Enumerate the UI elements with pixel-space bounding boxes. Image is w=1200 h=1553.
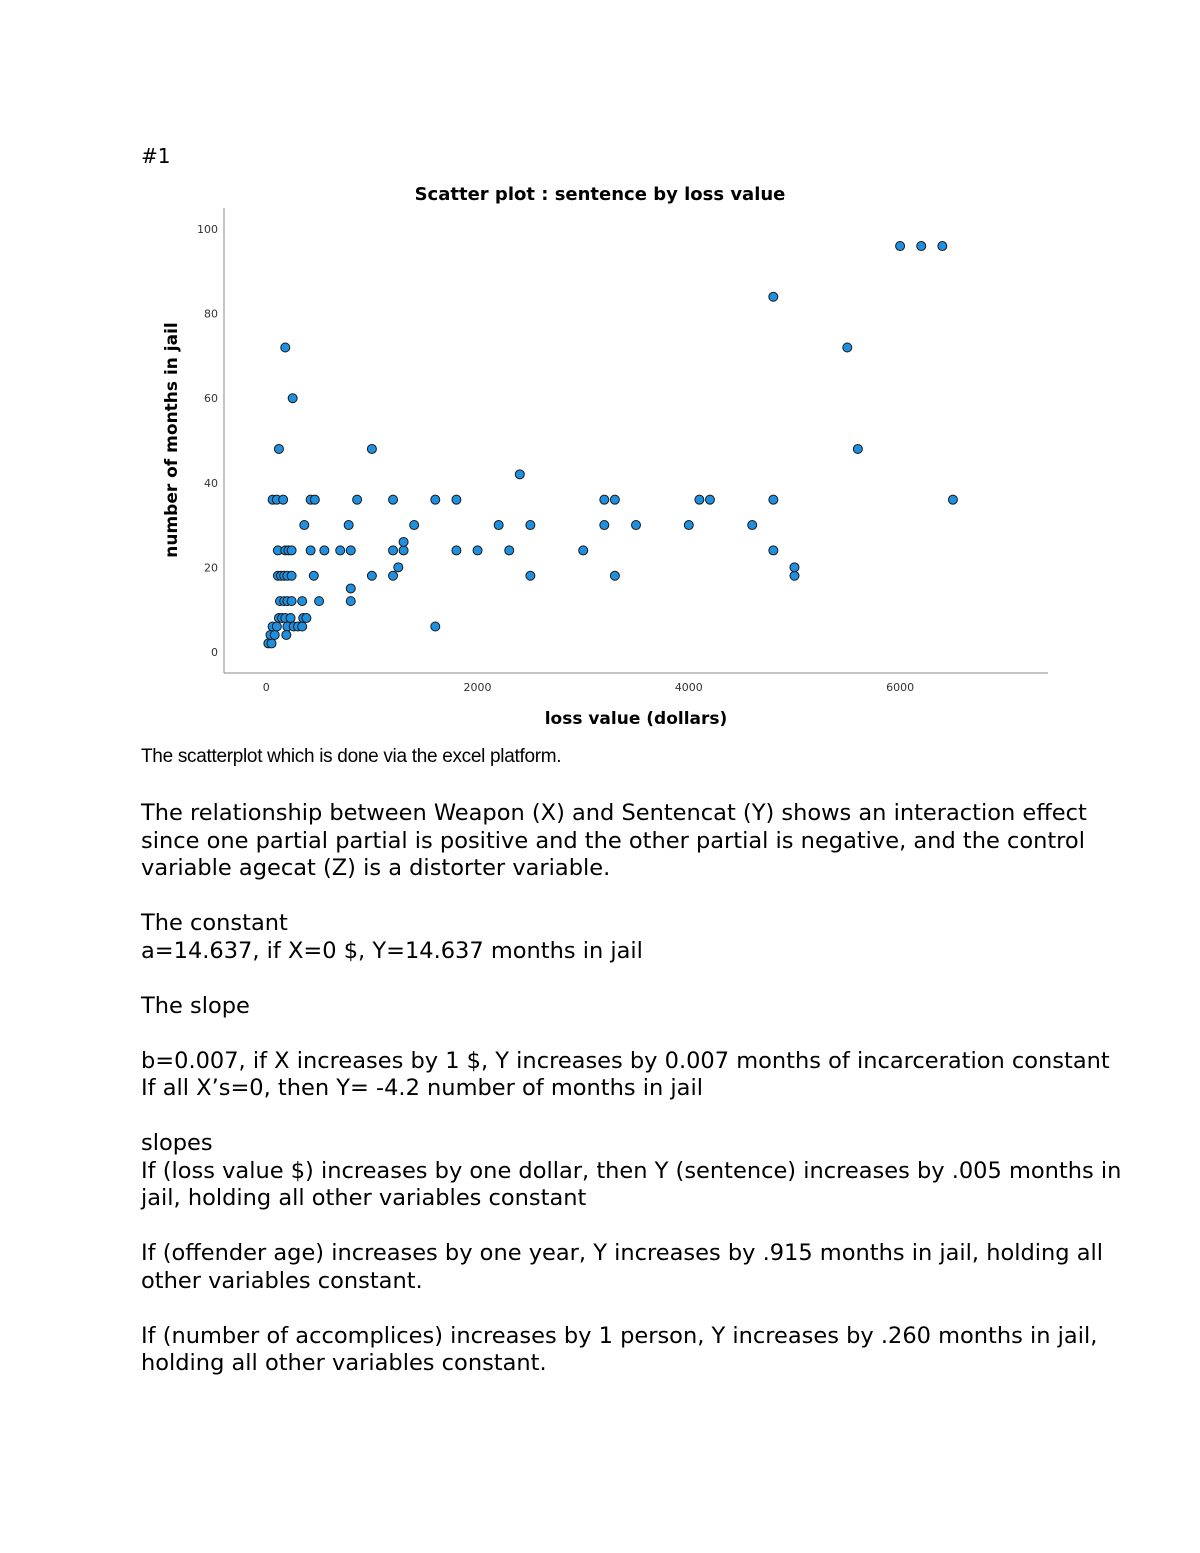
data-point [896, 242, 905, 251]
body-text [141, 800, 1141, 1378]
scatter-chart [150, 178, 1060, 738]
paragraph-slope-value: b=0.007, if X increases by 1 $, Y increases by 0.007 months of incarceration constant [141, 1047, 1110, 1074]
x-tick-label: 2000 [463, 681, 492, 694]
data-point [610, 495, 619, 504]
data-point [515, 470, 524, 479]
chart-title: Scatter plot : sentence by loss value [414, 184, 786, 205]
x-axis-label: loss value (dollars) [544, 709, 728, 729]
data-point [769, 292, 778, 301]
paragraph-slopes-heading: slopes [141, 1130, 213, 1156]
data-point [346, 584, 355, 593]
y-axis-label: number of months in jail [162, 322, 182, 558]
data-point [769, 495, 778, 504]
data-point [473, 546, 482, 555]
section-heading: #1 [141, 144, 171, 168]
data-point [431, 622, 440, 631]
data-point [695, 495, 704, 504]
chart-caption: The scatterplot which is done via the excel platform. [141, 746, 562, 767]
data-point [399, 537, 408, 546]
data-point [938, 242, 947, 251]
data-point [769, 546, 778, 555]
y-tick-label: 100 [197, 223, 218, 237]
data-point [336, 546, 345, 555]
data-point [600, 521, 609, 530]
data-point [853, 444, 862, 453]
data-point [389, 546, 398, 555]
data-point [282, 630, 291, 639]
data-point [279, 495, 288, 504]
data-point [298, 597, 307, 606]
y-tick-label: 80 [204, 307, 218, 321]
data-point [610, 571, 619, 580]
x-tick-label: 4000 [674, 681, 703, 694]
data-point [298, 622, 307, 631]
data-point [579, 546, 588, 555]
data-point [389, 571, 398, 580]
data-point [917, 242, 926, 251]
data-point [346, 597, 355, 606]
data-point [526, 571, 535, 580]
data-point [526, 521, 535, 530]
data-point [399, 546, 408, 555]
data-point [315, 597, 324, 606]
data-point [505, 546, 514, 555]
data-point [389, 495, 398, 504]
data-point [267, 639, 276, 648]
data-point [274, 444, 283, 453]
paragraph-accomplices: If (number of accomplices) increases by 1 person, Y increases by .260 months in jail, holding all other variables constant. [141, 1322, 1098, 1376]
data-point [287, 546, 296, 555]
paragraph-loss-value: If (loss value $) increases by one dollar, then Y (sentence) increases by .005 months in jail, holding all other variables constant [141, 1157, 1122, 1211]
data-point [320, 546, 329, 555]
data-point [367, 571, 376, 580]
data-point [494, 521, 503, 530]
data-point [452, 495, 461, 504]
y-tick-label: 60 [204, 392, 218, 406]
data-point [705, 495, 714, 504]
data-point [367, 444, 376, 453]
data-point [452, 546, 461, 555]
data-points [264, 242, 958, 648]
data-point [394, 563, 403, 572]
data-point [684, 521, 693, 530]
data-point [287, 597, 296, 606]
paragraph-offender-age: If (offender age) increases by one year, Y increases by .915 months in jail, holding all other variables constant. [141, 1240, 1104, 1294]
data-point [353, 495, 362, 504]
data-point [843, 343, 852, 352]
data-point [286, 614, 295, 623]
y-tick-label: 20 [204, 561, 218, 575]
data-point [346, 546, 355, 555]
data-point [270, 630, 279, 639]
data-point [344, 521, 353, 530]
data-point [790, 563, 799, 572]
paragraph-constant-heading: The constant [141, 910, 288, 936]
paragraph-slope-heading: The slope [141, 992, 250, 1019]
data-point [281, 343, 290, 352]
paragraph-all-x-zero: If all X’s=0, then Y= -4.2 number of months in jail [141, 1075, 703, 1101]
data-point [632, 521, 641, 530]
data-point [431, 495, 440, 504]
data-point [302, 614, 311, 623]
data-point [790, 571, 799, 580]
y-tick-label: 0 [211, 645, 218, 659]
data-point [300, 521, 309, 530]
data-point [310, 495, 319, 504]
data-point [600, 495, 609, 504]
x-tick-label: 6000 [886, 681, 915, 694]
data-point [309, 571, 318, 580]
data-point [288, 394, 297, 403]
data-point [306, 546, 315, 555]
x-tick-label: 0 [262, 681, 270, 694]
data-point [287, 571, 296, 580]
data-point [948, 495, 957, 504]
data-point [410, 521, 419, 530]
paragraph-constant-value: a=14.637, if X=0 $, Y=14.637 months in jail [141, 937, 643, 964]
data-point [272, 622, 281, 631]
paragraph-relationship: The relationship between Weapon (X) and Sentencat (Y) shows an interaction effect since one partial partial is positive and the other partial is negative, and the control variable agecat (Z) is a distorter variable. [141, 800, 1087, 881]
y-tick-label: 40 [204, 476, 218, 490]
data-point [748, 521, 757, 530]
